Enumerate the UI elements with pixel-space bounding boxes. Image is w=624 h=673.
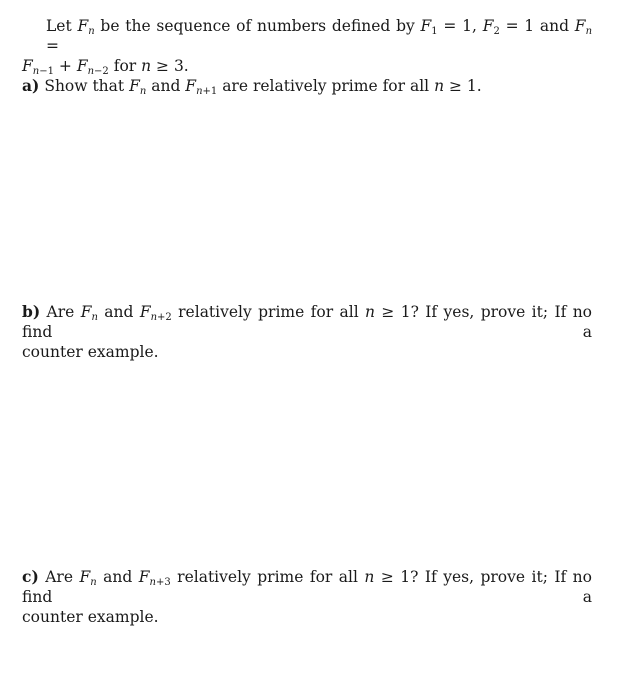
part-c-line-2: counter example. xyxy=(22,608,159,626)
part-c-text: Are $F_n$ and $F_{n+3}$ relatively prime for all n ≥ 1? If yes, prove it; If no find a xyxy=(22,568,593,606)
part-b-text: Are $F_n$ and $F_{n+2}$ relatively prime for all n ≥ 1? If yes, prove it; If no find a xyxy=(22,303,593,341)
intro-line-1: Let $F_n$ be the sequence of numbers defined by $F_1 = 1$, $F_2 = 1$ and $F_n$ = xyxy=(46,17,593,55)
part-c-line-1 xyxy=(22,567,592,607)
part-a-text: Show that $F_n$ and $F_{n+1}$ are relatively prime for all n ≥ 1. xyxy=(44,77,482,97)
part-c-label: c) xyxy=(22,567,39,586)
part-b-line-2: counter example. xyxy=(22,343,159,361)
part-a-label: a) xyxy=(22,76,40,95)
problem-statement xyxy=(22,16,592,96)
part-a xyxy=(22,76,592,96)
part-b-line-1 xyxy=(22,302,592,342)
part-b-label: b) xyxy=(22,302,41,321)
intro-line-2: $F_{n-1} + F_{n-2}$ for n ≥ 3. xyxy=(22,57,189,77)
part-c xyxy=(22,567,592,627)
part-b xyxy=(22,302,592,362)
